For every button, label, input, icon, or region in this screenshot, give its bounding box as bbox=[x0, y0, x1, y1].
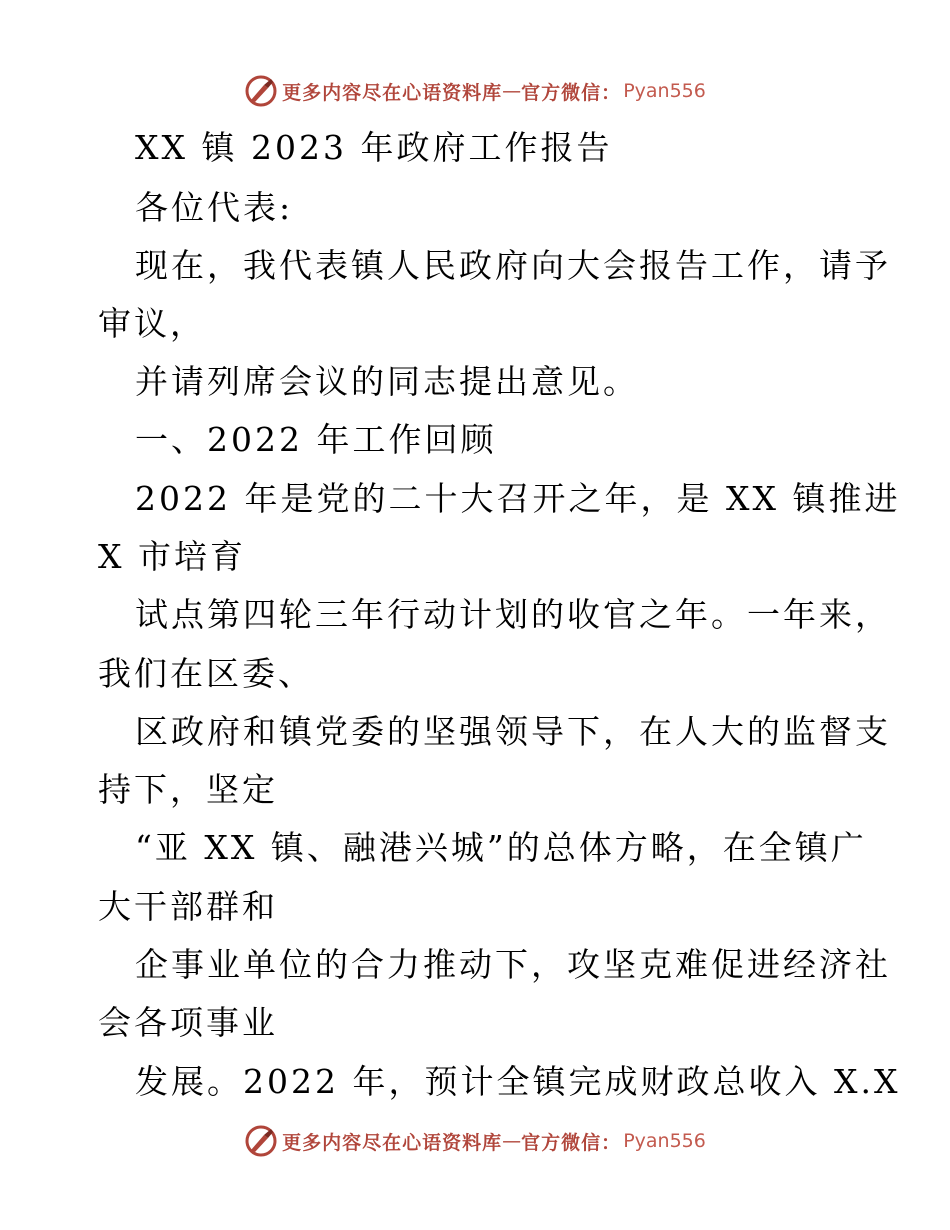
paragraph-line: 会各项事业 bbox=[98, 1003, 278, 1042]
header-watermark-banner bbox=[0, 71, 950, 111]
pen-circle-icon bbox=[244, 1124, 278, 1158]
banner-account: Pyan556 bbox=[623, 1130, 706, 1152]
banner-account: Pyan556 bbox=[623, 80, 706, 102]
paragraph-line: 试点第四轮三年行动计划的收官之年。一年来， bbox=[135, 595, 891, 634]
paragraph-line: 大干部群和 bbox=[98, 887, 278, 926]
paragraph-line: 区政府和镇党委的坚强领导下，在人大的监督支 bbox=[135, 712, 891, 751]
banner-separator: — bbox=[502, 1130, 522, 1152]
banner-label: 官方微信： bbox=[521, 81, 622, 104]
banner-title: 更多内容尽在心语资料库 bbox=[282, 81, 503, 104]
paragraph-line: 审议， bbox=[98, 304, 206, 343]
salutation-line: 各位代表: bbox=[135, 188, 294, 227]
document-title: XX 镇 2023 年政府工作报告 bbox=[135, 128, 613, 167]
paragraph-line: 2022 年是党的二十大召开之年，是 XX 镇推进 bbox=[135, 479, 901, 518]
paragraph-line: 企事业单位的合力推动下，攻坚克难促进经济社 bbox=[135, 945, 891, 984]
paragraph-line: 我们在区委、 bbox=[98, 654, 314, 693]
section-heading: 一、2022 年工作回顾 bbox=[135, 420, 497, 459]
banner-label: 官方微信： bbox=[521, 1131, 622, 1154]
banner-title: 更多内容尽在心语资料库 bbox=[282, 1131, 503, 1154]
paragraph-line: 并请列席会议的同志提出意见。 bbox=[135, 362, 639, 401]
paragraph-line: 持下，坚定 bbox=[98, 770, 278, 809]
paragraph-line: “亚 XX 镇、融港兴城”的总体方略，在全镇广 bbox=[135, 828, 867, 867]
paragraph-line: 现在，我代表镇人民政府向大会报告工作，请予 bbox=[135, 246, 891, 285]
pen-circle-icon bbox=[244, 74, 278, 108]
banner-separator: — bbox=[502, 80, 522, 102]
paragraph-line: 发展。2022 年，预计全镇完成财政总收入 X.X bbox=[135, 1062, 901, 1101]
footer-watermark-banner bbox=[0, 1121, 950, 1161]
paragraph-line: X 市培育 bbox=[98, 537, 246, 576]
